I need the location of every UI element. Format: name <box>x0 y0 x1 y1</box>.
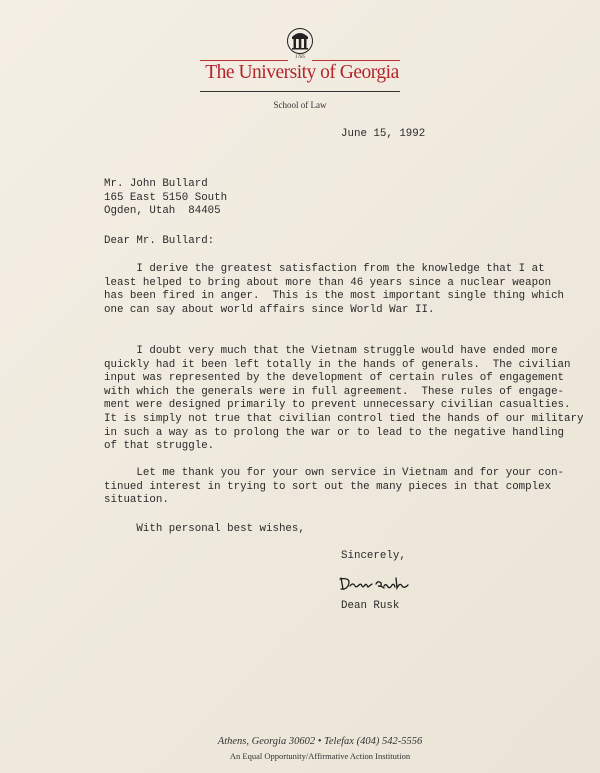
paragraph-1 <box>104 263 564 317</box>
text-line: tinued interest in trying to sort out the many pieces in that complex <box>104 480 552 493</box>
paragraph-3 <box>104 467 564 508</box>
text-line: least helped to bring about more than 46 years since a nuclear weapon <box>104 276 552 289</box>
text-line: I doubt very much that the Vietnam struggle would have ended more <box>104 345 558 357</box>
text-line: with which the generals were in full agreement. These rules of engage- <box>104 385 565 398</box>
footer-address: Athens, Georgia 30602 • Telefax (404) 542-5556 <box>217 736 423 747</box>
signer-name: Dean Rusk <box>341 600 400 612</box>
department-name: School of Law <box>273 100 327 110</box>
seal-year: 1785 <box>295 55 305 60</box>
logo-rule-bottom <box>200 91 400 92</box>
salutation: Dear Mr. Bullard: <box>104 235 215 247</box>
text-line: of that struggle. <box>104 440 215 453</box>
address-line: Ogden, Utah 84405 <box>104 205 221 218</box>
text-line: in such a way as to prolong the war or to lead to the negative handling <box>104 426 565 439</box>
text-line: I derive the greatest satisfaction from the knowledge that I at <box>104 263 545 275</box>
letter-date: June 15, 1992 <box>341 128 426 140</box>
recipient-address <box>104 178 227 219</box>
paragraph-2 <box>104 345 583 454</box>
text-line: quickly had it been left totally in the hands of generals. The civilian <box>104 358 571 371</box>
closing-line: With personal best wishes, <box>104 523 305 535</box>
handwritten-signature <box>338 574 414 594</box>
footer-notice: An Equal Opportunity/Affirmative Action Institution <box>229 751 411 761</box>
address-line: Mr. John Bullard <box>104 178 208 190</box>
text-line: situation. <box>104 494 169 507</box>
text-line: has been fired in anger. This is the most important single thing which <box>104 290 565 303</box>
text-line: It is simply not true that civilian control tied the hands of our military <box>104 412 584 425</box>
text-line: one can say about world affairs since World War II. <box>104 303 435 316</box>
arch-seal-icon <box>286 27 314 55</box>
text-line: input was represented by the development of certain rules of engagement <box>104 372 565 385</box>
text-line: ment were designed primarily to prevent unnecessary civilian casualties. <box>104 399 571 412</box>
address-line: 165 East 5150 South <box>104 191 228 204</box>
valediction: Sincerely, <box>341 550 406 562</box>
text-line: Let me thank you for your own service in Vietnam and for your con- <box>104 467 565 479</box>
institution-name: The University of Georgia <box>205 62 399 83</box>
